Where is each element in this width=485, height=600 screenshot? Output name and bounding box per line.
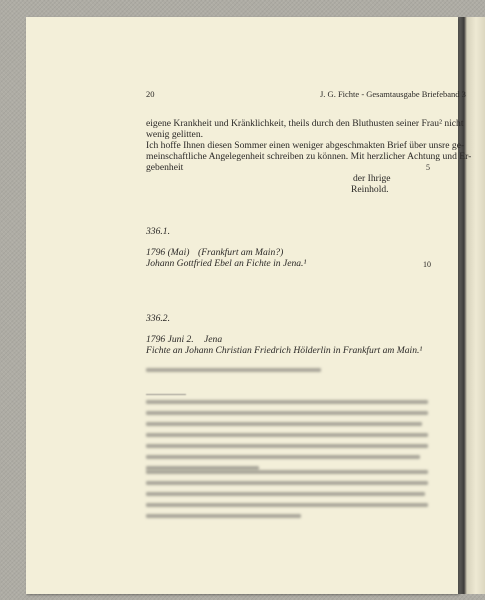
running-head: J. G. Fichte - Gesamtausgabe Briefeband 3 — [320, 89, 466, 99]
book-gutter — [458, 17, 485, 594]
text-line-3: Ich hoffe Ihnen diesen Sommer einen weniger abgeschmakten Brief über unsre ge- — [146, 140, 465, 151]
entry-number: 336.2. — [146, 313, 170, 324]
line-number-5: 5 — [426, 163, 430, 172]
entry-title: Fichte an Johann Christian Friedrich Hölderlin in Frankfurt am Main.¹ — [146, 345, 423, 356]
entry-date: 1796 (Mai) — [146, 247, 190, 258]
footnote-blurred — [146, 368, 428, 379]
text-line-5: gebenheit — [146, 162, 184, 173]
entry-place: (Frankfurt am Main?) — [198, 247, 284, 258]
closing-line-1: der Ihrige — [353, 173, 391, 184]
entry-title: Johann Gottfried Ebel an Fichte in Jena.¹ — [146, 258, 307, 269]
entry-place: Jena — [204, 334, 223, 345]
line-number-10: 10 — [423, 260, 431, 269]
entry-number: 336.1. — [146, 226, 170, 237]
entry-date: 1796 Juni 2. — [146, 334, 194, 345]
footnote-blurred — [146, 400, 428, 477]
closing-signature: Reinhold. — [351, 184, 389, 195]
text-line-4: meinschaftliche Angelegenheit schreiben zu können. Mit herzlicher Achtung und Er- — [146, 151, 472, 162]
text-line-2: wenig gelitten. — [146, 129, 204, 140]
footnote-rule — [146, 394, 186, 395]
page-number: 20 — [146, 89, 155, 99]
text-line-1: eigene Krankheit und Kränklichkeit, theils durch den Bluthusten seiner Frau² nicht — [146, 118, 464, 129]
footnote-blurred — [146, 470, 428, 525]
